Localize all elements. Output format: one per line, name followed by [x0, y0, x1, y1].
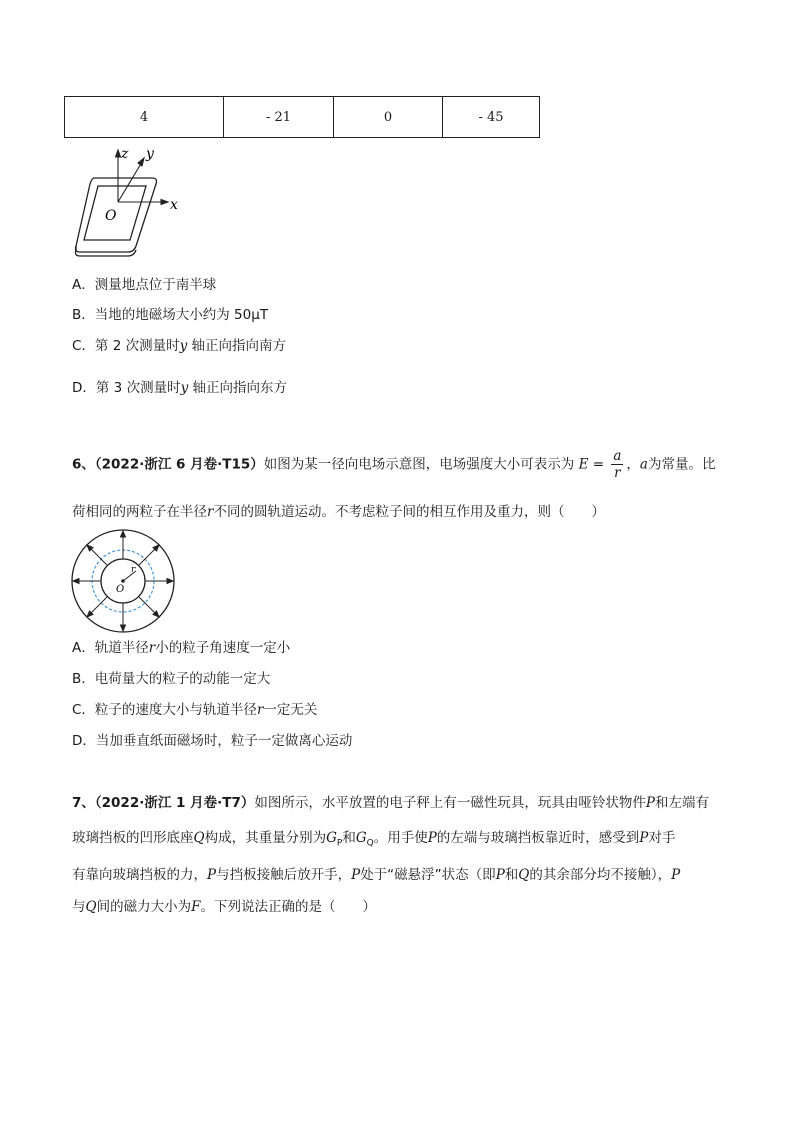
var-r: r [256, 702, 264, 718]
stem-text: 和左端有 [654, 795, 709, 811]
question-number: 7、（2022·浙江 1 月卷·T7） [72, 795, 255, 811]
q6-option-b: B．电荷量大的粒子的动能一定大 [72, 671, 271, 687]
var-P: P [671, 867, 681, 883]
q7-stem-line4 [72, 895, 376, 915]
q6-option-d: D．当加垂直纸面磁场时，粒子一定做离心运动 [72, 733, 353, 749]
stem-text: 的其余部分均不接触）， [529, 867, 672, 883]
stem-text: 。下列说法正确的是（ ） [200, 899, 376, 915]
sub-Q: Q [366, 838, 374, 849]
table-cell: - 45 [443, 97, 540, 138]
stem-text: 如图为某一径向电场示意图，电场强度大小可表示为 [263, 456, 575, 473]
y-axis-label: y [146, 146, 154, 162]
option-text: C．第 2 次测量时 [72, 338, 180, 354]
stem-text: 构成，其重量分别为 [204, 830, 327, 846]
x-axis-label: x [170, 197, 178, 213]
q5-option-a: A．测量地点位于南半球 [72, 277, 217, 293]
question-number: 6、（2022·浙江 6 月卷·T15） [72, 456, 264, 473]
measurement-table [64, 96, 540, 138]
phone-axes-figure [66, 142, 196, 260]
option-text: 轴正向指向东方 [188, 380, 288, 396]
q6-option-c [72, 698, 317, 718]
var-P: P [427, 830, 437, 846]
radial-field-figure [70, 528, 176, 634]
var-G: G [355, 830, 367, 846]
var-Q: Q [85, 899, 97, 915]
table-cell: 4 [65, 97, 224, 138]
stem-text: 不同的圆轨道运动。不考虑粒子间的相互作用及重力，则（ ） [213, 504, 605, 520]
origin-label: O [105, 208, 117, 224]
var-a: a [639, 456, 648, 473]
stem-text: 荷相同的两粒子在半径 [72, 504, 207, 520]
option-text: 小的粒子角速度一定小 [155, 640, 291, 656]
stem-text: 和 [504, 867, 519, 883]
var-r: r [207, 504, 214, 520]
var-P: P [645, 795, 655, 811]
stem-text: 。用手使 [373, 830, 428, 846]
stem-text: 玻璃挡板的凹形底座 [72, 830, 194, 846]
option-text: 一定无关 [263, 702, 318, 718]
option-text: 轴正向指向南方 [187, 338, 287, 354]
comma: ， [626, 456, 640, 473]
option-text: A．轨道半径 [72, 640, 149, 656]
stem-text: 的左端与玻璃挡板靠近时，感受到 [436, 830, 640, 846]
stem-text: 与 [72, 899, 86, 915]
sub-P: P [336, 838, 343, 849]
q5-option-b: B．当地的地磁场大小约为 50μT [72, 307, 269, 323]
equals: = [588, 456, 609, 473]
var-F: F [191, 899, 201, 915]
var-y: y [179, 338, 188, 354]
fraction-a-over-r [611, 448, 623, 481]
stem-text: 如图所示，水平放置的电子秤上有一磁性玩具，玩具由哑铃状物件 [254, 795, 646, 811]
stem-text: 处于“磁悬浮”状态（即 [360, 867, 496, 883]
q6-stem-line2 [72, 500, 605, 520]
table-row [65, 97, 540, 138]
stem-text: 有靠向玻璃挡板的力， [72, 867, 207, 883]
z-axis-label: z [121, 146, 129, 162]
stem-text: 间的磁力大小为 [96, 899, 192, 915]
q5-option-c [72, 334, 286, 354]
table-cell: 0 [334, 97, 443, 138]
q6-stem-line1 [72, 448, 715, 481]
frac-num: a [613, 448, 622, 464]
var-G: G [326, 830, 337, 846]
var-y: y [180, 380, 189, 396]
q7-stem-line1 [72, 791, 709, 811]
option-text: C．粒子的速度大小与轨道半径 [72, 702, 257, 718]
stem-text: 与挡板接触后放开手， [216, 867, 352, 883]
q6-option-a [72, 636, 290, 656]
table-cell: - 21 [224, 97, 334, 138]
var-r: r [148, 640, 156, 656]
var-Q: Q [193, 830, 205, 846]
var-P: P [351, 867, 361, 883]
center-label: O [116, 584, 125, 595]
q7-stem-line3 [72, 863, 680, 883]
stem-text: 和 [342, 830, 356, 846]
q5-option-d [72, 376, 287, 396]
stem-text: 对手 [648, 830, 676, 846]
radius-label: r [131, 565, 136, 575]
var-P: P [639, 830, 649, 846]
var-P: P [495, 867, 505, 883]
q7-stem-line2 [72, 826, 675, 849]
stem-text: 为常量。比 [647, 456, 716, 473]
var-E: E [578, 456, 589, 473]
frac-den: r [614, 465, 621, 481]
option-text: D．第 3 次测量时 [72, 380, 181, 396]
var-Q: Q [518, 867, 530, 883]
var-P: P [207, 867, 217, 883]
